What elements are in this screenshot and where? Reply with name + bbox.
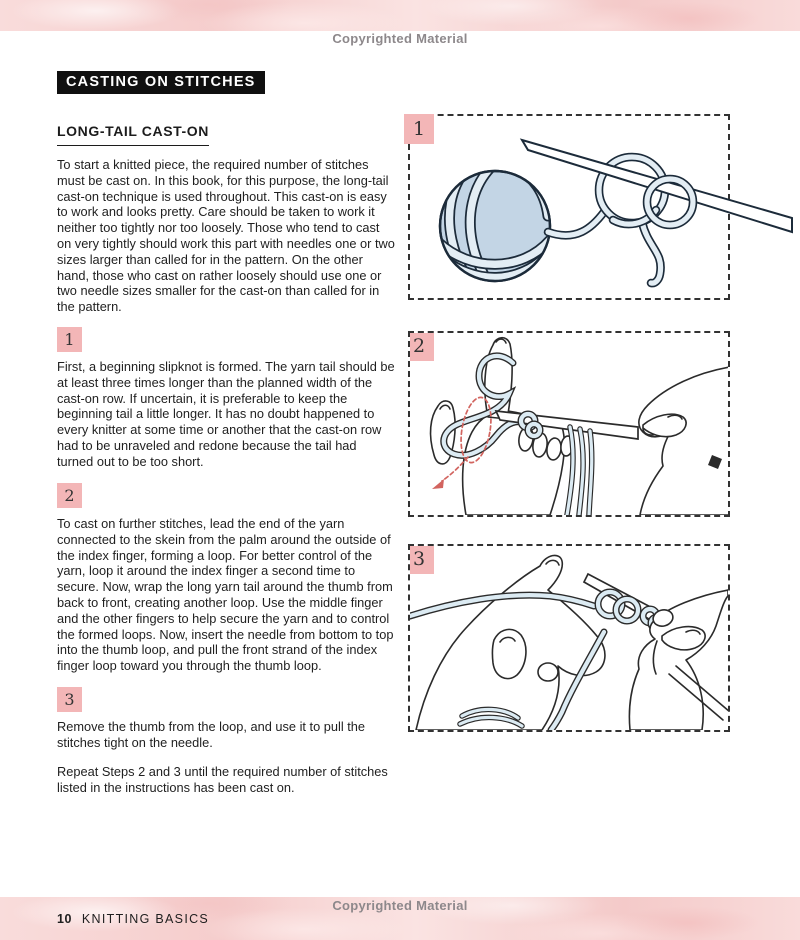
section-title: CASTING ON STITCHES [57,71,265,94]
step-3-text: Remove the thumb from the loop, and use it to pull the stitches tight on the needle. [57,719,366,750]
figure-2-illustration [410,333,728,515]
subsection-title: LONG-TAIL CAST-ON [57,123,209,146]
right-hand [639,367,730,515]
step-3-badge: 3 [57,687,82,712]
top-marble-band [0,0,800,31]
copyright-notice-top: Copyrighted Material [332,31,468,46]
step-1-text: First, a beginning slipknot is formed. The yarn tail should be at least three times longer than the planned width of the cast-on row. If uncertain, it is preferable to keep the beginning tail a little longer. It has no doubt happened to every knitter at some time or another that the cast-on row had to be unraveled and redone because the tail had turned out to be too short. [57,359,395,469]
figure-2-badge: 2 [408,331,434,361]
step-1-badge: 1 [57,327,82,352]
yarn-ball-icon [433,148,552,282]
figure-frame-2 [408,331,730,517]
copyright-notice-bottom: Copyrighted Material [332,898,468,913]
page-footer [57,912,209,926]
figure-3-badge: 3 [408,544,434,574]
figure-1-badge: 1 [404,114,434,144]
page-number: 10 [57,912,72,926]
figure-frame-3 [408,544,730,732]
closing-paragraph: Repeat Steps 2 and 3 until the required number of stitches listed in the instructions has been cast on. [57,764,388,795]
figure-frame-1 [408,114,730,300]
chapter-title: KNITTING BASICS [81,912,210,926]
figure-1-illustration [410,116,800,298]
figure-3-illustration [410,546,728,730]
step-2-badge: 2 [57,483,82,508]
intro-paragraph: To start a knitted piece, the required number of stitches must be cast on. In this book, for this purpose, the long-tail cast-on technique is used throughout. This cast-on is easy to work and looks pretty. Care should be taken to work it neither too tightly nor too loosely. Those who tend to cast on very tightly should work this part with needles one or two sizes larger than called for in the pattern. On the other hand, those who cast on rather loosely should use one or two needle sizes smaller for the cast-on than called for in the pattern. [57,157,395,315]
red-arrowhead-icon [432,479,444,489]
step-2-text: To cast on further stitches, lead the end of the yarn connected to the skein from the palm around the outside of the index finger, forming a loop. For better control of the yarn, loop it around the index finger a second time to secure. Now, wrap the long yarn tail around the thumb from back to front, creating another loop. Use the middle finger and the other fingers to help secure the yarn and to control the formed loops. Now, insert the needle from bottom to top into the thumb loop, and pull the front strand of the index finger loop toward you through the thumb loop. [57,516,394,674]
hanging-yarn-strands [567,427,592,515]
